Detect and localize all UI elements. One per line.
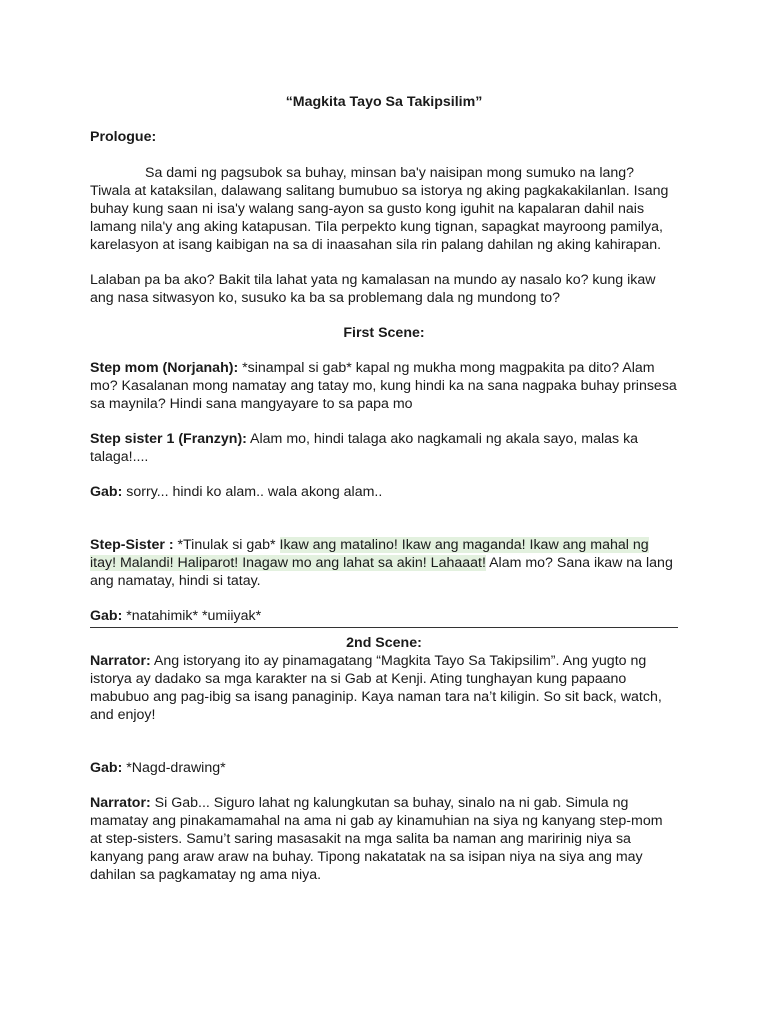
horizontal-divider <box>90 627 678 628</box>
dialogue-text: Ang istoryang ito ay pinamagatang “Magkita Tayo Sa Takipsilim”. Ang yugto ng istorya ay dadako sa mga karakter na si Gab at Kenji. Ating tunghayan kung papaano mabubuo ang pag-ibig sa isang panaginip. Kaya naman tara na’t kiligin. So sit back, watch, and enjoy! <box>90 653 662 723</box>
speaker-name: Narrator: <box>90 653 151 669</box>
highlighted-text: Ikaw ang matalino! Ikaw ang maganda! Ikaw ang mahal ng itay! Malandi! Haliparot! Inagaw mo ang lahat sa akin! Lahaaat! <box>90 537 649 571</box>
speaker-name: Step mom (Norjanah): <box>90 360 239 376</box>
dialogue-text: Si Gab... Siguro lahat ng kalungkutan sa buhay, sinalo na ni gab. Simula ng mamatay ang pinakamamahal na ama ni gab ay kinamuhian na siya ng kanyang step-mom at step-sisters. Samu’t saring masasakit na mga salita ba naman ang maririnig niya sa kanyang pang araw araw na buhay. Tipong nakatatak na sa isipan niya na siya ang may dahilan sa pagkamatay ng ama niya. <box>90 795 663 883</box>
prologue-paragraph-2: Lalaban pa ba ako? Bakit tila lahat yata ng kamalasan na mundo ay nasalo ko? kung ikaw ang nasa sitwasyon ko, susuko ka ba sa problemang dala ng mundong to? <box>90 272 656 306</box>
speaker-name: Step-Sister : <box>90 537 174 553</box>
dialogue-text: Alam mo, hindi talaga ako nagkamali ng akala sayo, malas ka talaga!.... <box>90 431 639 465</box>
dialogue-line-stepsister-2 <box>90 536 678 590</box>
speaker-name: Step sister 1 (Franzyn): <box>90 431 247 447</box>
dialogue-text: *Tinulak si gab* <box>173 537 280 553</box>
prologue-heading: Prologue: <box>90 129 157 145</box>
document-page <box>90 93 678 884</box>
dialogue-text: *sinampal si gab* kapal ng mukha mong magpakita pa dito? Alam mo? Kasalanan mong namatay ang tatay mo, kung hindi ka na sana nagpaka buhay prinsesa sa maynila? Hindi sana mangyayare to sa papa mo <box>90 360 677 412</box>
narration-intro <box>90 652 678 724</box>
narration-gab <box>90 794 678 884</box>
dialogue-text: Alam mo? Sana ikaw na lang ang namatay, hindi si tatay. <box>90 555 673 589</box>
speaker-name: Gab: <box>90 484 123 500</box>
dialogue-text: sorry... hindi ko alam.. wala akong alam.. <box>122 484 383 500</box>
first-scene-heading: First Scene: <box>343 325 425 341</box>
speaker-name: Narrator: <box>90 795 151 811</box>
speaker-name: Gab: <box>90 760 123 776</box>
dialogue-line-stepmom <box>90 359 678 413</box>
speaker-name: Gab: <box>90 608 123 624</box>
dialogue-text: *natahimik* *umiiyak* <box>122 608 262 624</box>
prologue-paragraph-1: Sa dami ng pagsubok sa buhay, minsan ba'y naisipan mong sumuko na lang? Tiwala at kataksilan, dalawang salitang bumubuo sa istorya ng aking pagkakakilanlan. Isang buhay kung saan ni isa'y walang sang-ayon sa gusto kong iguhit na kapalaran dahil nais lamang nila'y ang aking katapusan. Tila perpekto kung tignan, sapagkat mayroong pamilya, karelasyon at isang kaibigan na sa di inaasahan sila rin palang dahilan ng aking kahirapan. <box>90 165 669 253</box>
second-scene-heading: 2nd Scene: <box>346 635 422 651</box>
dialogue-line-gab-3 <box>90 759 678 777</box>
dialogue-line-stepsister-1 <box>90 430 678 466</box>
dialogue-line-gab-2 <box>90 607 678 625</box>
document-title: “Magkita Tayo Sa Takipsilim” <box>285 94 483 110</box>
dialogue-text: *Nagd-drawing* <box>122 760 226 776</box>
dialogue-line-gab-1 <box>90 483 678 501</box>
